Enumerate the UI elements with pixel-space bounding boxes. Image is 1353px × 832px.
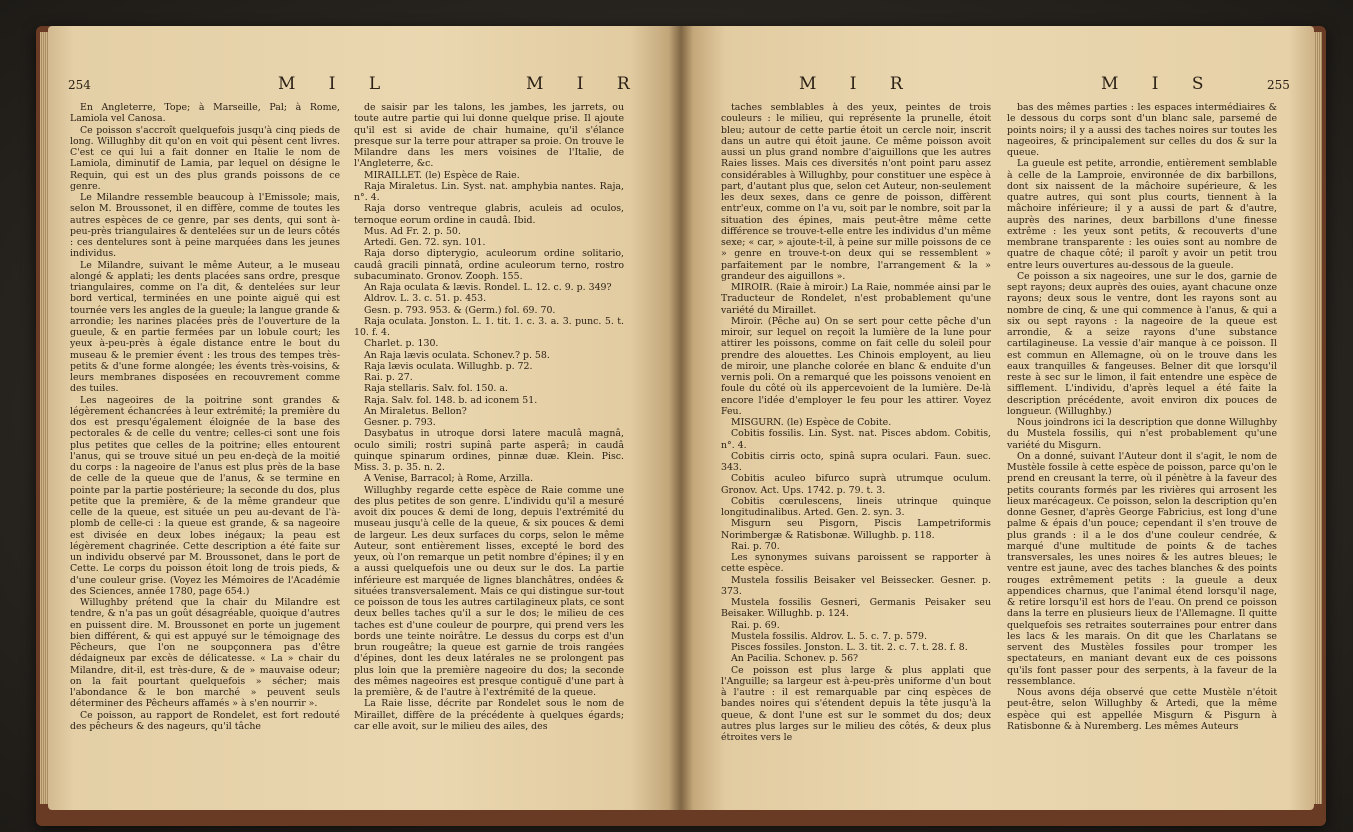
paragraph: Rai. p. 27. xyxy=(364,372,413,383)
paragraph: Ce poisson a six nageoires, une sur le dos, garnie de sept rayons; deux auprès des ouies, ayant chacune onze rayons; deux sous le ventre, dont les rayons sont au nombre de cinq, & une qui commence à l'anus, & qui a six ou sept rayons : la nageoire de la queue est arrondie, & a seize rayons d'une substance cartilagineuse. La vessie d'air manque à ce poisson. Il est commun en Allemagne, où on le trouve dans les eaux tranquilles & fangeuses. Belner dit que lorsqu'il reste à sec sur le limon, il fait entendre une espèce de sifflement. L'individu, d'après lequel a été faite la description précédente, avoit environ dix pouces de longueur. (Willughby.) xyxy=(1007,270,1277,417)
paragraph: Raja dorso dipterygio, aculeorum ordine solitario, caudâ gracili pinnatâ, ordine aculeorum terno, rostro subacuminato. Gronov. Zooph. 155. xyxy=(354,248,624,282)
paragraph: Gesn. p. 793. 953. & (Germ.) fol. 69. 70. xyxy=(364,304,556,316)
paragraph: Cobitis aculeo bifurco suprà utrumque oculum. Gronov. Act. Ups. 1742. p. 79. t. 3. xyxy=(721,473,991,496)
paragraph: Nous joindrons ici la description que donne Willughby du Mustela fossilis, qui n'est probablement qu'une variété du Misgurn. xyxy=(1007,417,1277,451)
running-head-right-a: M I R xyxy=(799,74,917,94)
paragraph: Mustela fossilis. Aldrov. L. 5. c. 7. p. 579. xyxy=(731,630,927,642)
text-column-left-1 xyxy=(70,102,340,732)
paragraph: Rai. p. 70. xyxy=(731,540,780,552)
paragraph: En Angleterre, Tope; à Marseille, Pal; à Rome, Lamiola vel Canosa. xyxy=(70,102,340,125)
paragraph: Raja oculata. Jonston. L. 1. tit. 1. c. 3. a. 3. punc. 5. t. 10. f. 4. xyxy=(354,315,624,338)
right-page xyxy=(681,26,1314,810)
text-column-right-2 xyxy=(1007,102,1277,732)
paragraph: Pisces fossiles. Jonston. L. 3. tit. 2. c. 7. t. 28. f. 8. xyxy=(731,642,968,653)
paragraph: A Venise, Barracol; à Rome, Arzilla. xyxy=(364,473,534,485)
paragraph: Mustela fossilis Gesneri, Germanis Peisaker seu Beisaker. Willughb. p. 124. xyxy=(721,597,991,620)
paragraph: Raja Miraletus. Lin. Syst. nat. amphybia nantes. Raja, n°. 4. xyxy=(354,180,624,203)
paragraph: Ce poisson, au rapport de Rondelet, est fort redouté des pêcheurs & des nageurs, qu'il tâche xyxy=(70,709,340,732)
open-book xyxy=(36,18,1326,826)
page-number-left: 254 xyxy=(68,78,91,92)
paragraph: La gueule est petite, arrondie, entièrement semblable à celle de la Lamproie, environnée de dix barbillons, dont six naissent de la mâchoire supérieure, & les quatre autres, qui sont plus courts, tiennent à la mâchoire inférieure; il y a aussi de part & d'autre, auprès des narines, deux barbillons d'une finesse extrême : les yeux sont petits, & recouverts d'une membrane transparente : les ouies sont au nombre de quatre de chaque côté; il paroît y avoir un petit trou entre leurs ouvertures au-dessous de la gueule. xyxy=(1007,158,1277,271)
paragraph: Le Milandre, suivant le même Auteur, a le museau alongé & applati; les dents placées sans ordre, presque triangulaires, comme on l'a dit, & dentelées sur leur bord vertical, terminées en une pointe aiguë qui est tournée vers les angles de la gueule; la langue grande & arrondie; les narines placées près de l'ouverture de la gueule, & en partie fermées par un lobule court; les yeux à-peu-près à égale distance entre le bout du museau & le premier évent : les trous des tempes très-petits & d'une forme alongée; les évents très-voisins, & leurs membranes disposées en recouvrement comme des tuiles. xyxy=(70,259,340,395)
paragraph: MISGURN. (le) Espèce de Cobite. xyxy=(731,417,892,428)
running-head-left-b: M I R xyxy=(526,74,644,94)
text-column-right-1 xyxy=(721,102,991,743)
paragraph: Raja lævis oculata. Willughb. p. 72. xyxy=(364,360,533,372)
paragraph: Dasybatus in utroque dorsi latere maculâ magnâ, oculo simili; rostri supinâ parte asperâ; in caudâ quinque spinarum ordines, pinnæ duæ. Klein. Pisc. Miss. 3. p. 35. n. 2. xyxy=(354,428,624,473)
paragraph: Raja dorso ventreque glabris, aculeis ad oculos, ternoque eorum ordine in caudâ. Ibid. xyxy=(354,203,624,226)
paragraph: Charlet. p. 130. xyxy=(364,338,439,350)
paragraph: Gesner. p. 793. xyxy=(364,417,436,428)
paragraph: Le Milandre ressemble beaucoup à l'Emissole; mais, selon M. Broussonet, il en diffère, comme de toutes les autres espèces de ce genre, par ses dents, qui sont à-peu-près triangulaires & dentelées sur un de leurs côtés : ces dentelures sont à peine marquées dans les jeunes individus. xyxy=(70,192,340,260)
book-gutter xyxy=(669,26,693,810)
paragraph: Cobitis cœrulescens, lineis utrinque quinque longitudinalibus. Arted. Gen. 2. syn. 3. xyxy=(721,495,991,518)
paragraph: Willughby prétend que la chair du Milandre est tendre, & n'a pas un goût désagréable, quoique d'autres en puissent dire. M. Broussonet en porte un jugement bien différent, & qui est appuyé sur le témoignage des Pêcheurs, que l'on ne soupçonnera pas d'être dédaigneux par excès de délicatesse. « La » chair du Milandre, dit-il, est très-dure, & de » mauvaise odeur; on la fait pourtant quelquefois » sécher; mais l'abondance & le bon marché » peuvent seuls déterminer des Pêcheurs affamés » à s'en nourrir ». xyxy=(70,597,340,710)
paragraph: Nous avons déja observé que cette Mustèle n'étoit peut-être, selon Willughby & Artedi, que la même espèce qui est appellée Misgurn & Pisgurn à Ratisbonne & à Nuremberg. Les mêmes Auteurs xyxy=(1007,687,1277,732)
paragraph: MIRAILLET. (le) Espèce de Raie. xyxy=(364,169,520,181)
paragraph: Ce poisson est plus large & plus applati que l'Anguille; sa largeur est à-peu-près uniforme d'un bout à l'autre : il est remarquable par cinq espèces de bandes noires qui s'étendent depuis la tête jusqu'à la queue, & dont l'une est sur le sommet du dos; deux autres plus larges sur le milieu des côtés, & deux plus étroites vers le xyxy=(721,664,991,743)
paragraph: Raja stellaris. Salv. fol. 150. a. xyxy=(364,383,508,395)
paragraph: Rai. p. 69. xyxy=(731,619,780,631)
paragraph: bas des mêmes parties : les espaces intermédiaires & le dessous du corps sont d'un blanc sale, parsemé de points noirs; il y a aussi des taches noires sur toutes les nageoires, & principalement sur celles du dos & sur la queue. xyxy=(1007,102,1277,158)
paragraph: Misgurn seu Pisgorn, Piscis Lampetriformis Norimbergæ & Ratisbonæ. Willughb. p. 118. xyxy=(721,518,991,541)
paragraph: Cobitis fossilis. Lin. Syst. nat. Pisces abdom. Cobitis, n°. 4. xyxy=(721,428,991,451)
running-head-left-a: M I L xyxy=(278,74,395,94)
page-number-right: 255 xyxy=(1267,78,1290,92)
paragraph: Les nageoires de la poitrine sont grandes & légèrement échancrées à leur extrémité; la première du dos est presqu'également éloignée de la base des pectorales & de celle du ventre; celles-ci sont une fois plus petites que celles de la poitrine; elles entourent l'anus, qui se trouve situé un peu en-deçà de la moitié du corps : la nageoire de l'anus est plus près de la base de celle de la queue que de l'anus, & se termine en pointe par la partie postérieure; la seconde du dos, plus petite que la première, & de la même grandeur que celle de la queue, est située un peu au-devant de l'à-plomb de celle-ci : la queue est grande, & sa nageoire est divisée en deux lobes inégaux; la peau est légèrement chagrinée. Cette description a été faite sur un individu observé par M. Broussonet, dans le port de Cette. Le corps du poisson étoit long de trois pieds, & d'une couleur grise. (Voyez les Mémoires de l'Académie des Sciences, année 1780, page 654.) xyxy=(70,394,340,597)
paragraph: Raja. Salv. fol. 148. b. ad iconem 51. xyxy=(364,394,538,406)
paragraph: La Raie lisse, décrite par Rondelet sous le nom de Miraillet, diffère de la précédente à quelques égards; car elle avoit, sur le milieu des ailes, des xyxy=(354,698,624,732)
paragraph: Miroir. (Pêche au) On se sert pour cette pêche d'un miroir, sur lequel on reçoit la lumière de la lune pour attirer les poissons, comme on fait celle du soleil pour prendre des alouettes. Les Chinois employent, au lieu de miroir, une planche colorée en blanc & enduite d'un vernis poli. On a remarqué que les poissons venoient en foule du côté où ils appercevoient de la lumière. De-là encore l'idée d'employer le feu pour les attirer. Voyez Feu. xyxy=(721,315,991,417)
paragraph: An Raja lævis oculata. Schonev.? p. 58. xyxy=(364,349,550,361)
paragraph: An Pacilia. Schonev. p. 56? xyxy=(731,653,859,665)
paragraph: Ce poisson s'accroît quelquefois jusqu'à cinq pieds de long. Willughby dit qu'on en voit qui pèsent cent livres. C'est ce qui lui a fait donner en Italie le nom de Lamiola, diminutif de Lamia, par lequel on désigne le Requin, qui est un des plus grands poissons de ce genre. xyxy=(70,124,340,192)
left-page xyxy=(48,26,681,810)
paragraph: An Raja oculata & lævis. Rondel. L. 12. c. 9. p. 349? xyxy=(364,282,612,293)
paragraph: MIROIR. (Raie à miroir.) La Raie, nommée ainsi par le Traducteur de Rondelet, n'est probablement qu'une variété du Miraillet. xyxy=(721,282,991,316)
running-head-right-b: M I S xyxy=(1101,74,1218,94)
paragraph: Cobitis cirris octo, spinâ supra oculari. Faun. suec. 343. xyxy=(721,450,991,473)
paragraph: Artedi. Gen. 72. syn. 101. xyxy=(364,237,486,248)
paragraph: de saisir par les talons, les jambes, les jarrets, ou toute autre partie qui lui donne quelque prise. Il ajoute qu'il est si avide de chair humaine, qu'il s'élance presque sur la terre pour attraper sa proie. On trouve le Milandre dans les mers voisines de l'Italie, de l'Angleterre, &c. xyxy=(354,102,624,170)
paragraph: Mustela fossilis Beisaker vel Beissecker. Gesner. p. 373. xyxy=(721,574,991,597)
paragraph: An Miraletus. Bellon? xyxy=(364,405,467,417)
paragraph: taches semblables à des yeux, peintes de trois couleurs : le milieu, qui représente la prunelle, étoit bleu; autour de cette partie étoit un cercle noir, inscrit dans un autre qui étoit jaune. Ce même poisson avoit aussi un plus grand nombre d'aiguillons que les autres Raies lisses. Mais ces diversités n'ont point paru assez considérables à Willughby, pour constituer une espèce à part, d'autant plus que, selon cet Auteur, non-seulement les deux sexes, dans ce genre de poisson, diffèrent entr'eux, comme on l'a vu, soit par le nombre, soit par la situation des épines, mais peut-être même cette différence se trouve-t-elle entre les individus d'un même sexe; « car, » ajoute-t-il, à peine sur mille poissons de ce » genre en trouve-t-on deux qui se ressemblent » parfaitement par le nombre, l'arrangement & la » grandeur des aiguillons ». xyxy=(721,102,991,282)
paragraph: Mus. Ad Fr. 2. p. 50. xyxy=(364,225,461,237)
paragraph: Les synonymes suivans paroissent se rapporter à cette espèce. xyxy=(721,552,991,575)
text-column-left-2 xyxy=(354,102,624,732)
paragraph: Aldrov. L. 3. c. 51. p. 453. xyxy=(364,293,487,305)
paragraph: On a donné, suivant l'Auteur dont il s'agit, le nom de Mustèle fossile à cette espèce de poisson, parce qu'on le prend en creusant la terre, où il pénètre à la faveur des petits courants formés par les rivières qui arrosent les lieux marécageux. Ce poisson, selon la description qu'en donne Gesner, d'après George Fabricius, est long d'une palme & épais d'un pouce; cependant il s'en trouve de plus grands : il a le dos d'une couleur cendrée, & marqué d'une multitude de points & de taches transversales, les unes noires & les autres bleues; le ventre est jaune, avec des taches blanches & des points rouges extrêmement petits : la gueule a deux appendices charnus, que l'animal étend lorsqu'il nage, & retire lorsqu'il est hors de l'eau. On prend ce poisson dans la terre en plusieurs lieux de l'Allemagne. Il quitte quelquefois ses retraites souterraines pour entrer dans les lacs & les marais. On dit que les Charlatans se servent des Mustèles fossiles pour tromper les spectateurs, en maniant devant eux de ces poissons qu'ils font passer pour des serpents, à la faveur de la ressemblance. xyxy=(1007,450,1277,687)
paragraph: Willughby regarde cette espèce de Raie comme une des plus petites de son genre. L'individu qu'il a mesuré avoit dix pouces & demi de long, depuis l'extrémité du museau jusqu'à celle de la queue, & six pouces & demi de largeur. Les deux surfaces du corps, selon le même Auteur, sont entièrement lisses, excepté le bord des yeux, où l'on remarque un petit nombre d'épines; il y en a aussi quelquefois une ou deux sur le dos. La partie inférieure est marquée de lignes blanchâtres, ondées & situées transversalement. Mais ce qui distingue sur-tout ce poisson de tous les autres cartilagineux plats, ce sont deux belles taches qu'il a sur le dos; le milieu de ces taches est d'une couleur de pourpre, qui prend vers les bords une teinte noirâtre. Le dessus du corps est d'un brun rougeâtre; la queue est garnie de trois rangées d'épines, dont les deux latérales ne se prolongent pas plus loin que la première nageoire du dos; la seconde des mêmes nageoires est presque contiguë d'une part à la première, & de l'autre à l'extrémité de la queue. xyxy=(354,484,624,698)
